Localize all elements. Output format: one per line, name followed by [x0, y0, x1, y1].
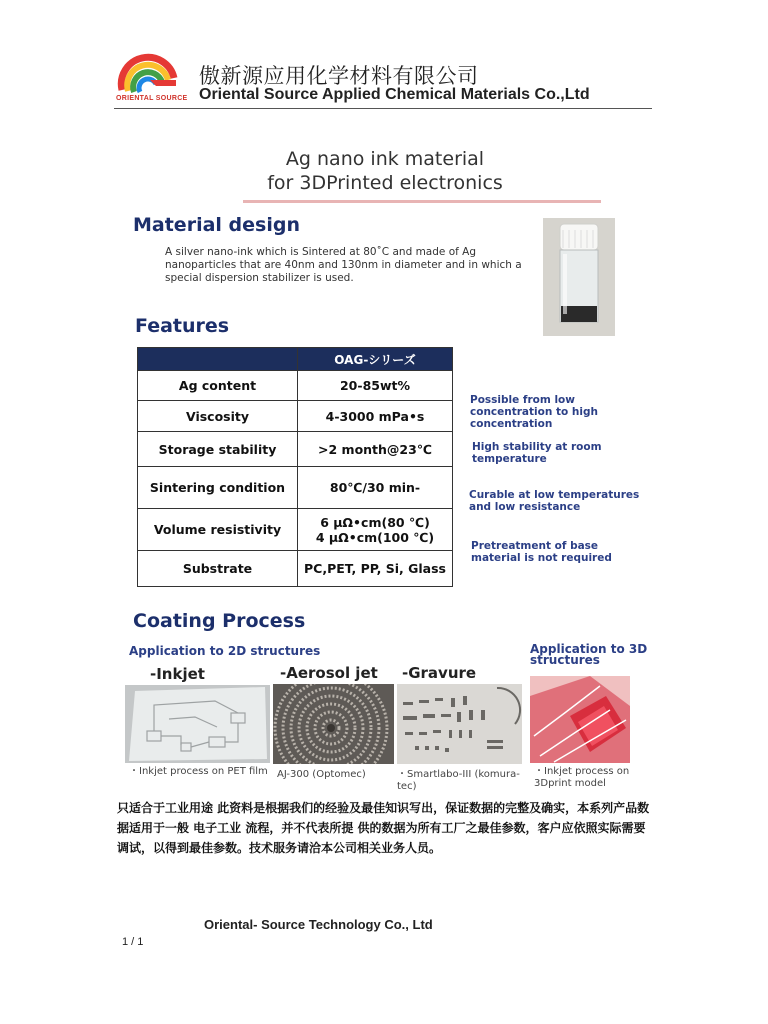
property-value-line-2: 4 μΩ•cm(100 ℃): [315, 529, 435, 545]
table-row: [138, 401, 453, 432]
material-design-text: A silver nano-ink which is Sintered at 80˚C and made of Ag nanoparticles that are 40nm and 130nm in diameter and in which a special dispersion stabilizer is used.: [165, 246, 522, 284]
property-name: Ag content: [138, 371, 298, 401]
aerosol-jet-photo: [273, 684, 394, 764]
coating-process-heading: Coating Process: [133, 610, 306, 632]
property-value: 4-3000 mPa•s: [298, 401, 453, 432]
application-2d-label: Application to 2D structures: [129, 644, 321, 658]
property-name: Volume resistivity: [138, 509, 298, 551]
feature-note: Possible from low concentration to high concentration: [470, 394, 598, 430]
table-row: [138, 509, 453, 551]
company-name-cn: 傲新源应用化学材料有限公司: [199, 64, 479, 88]
material-design-heading: Material design: [133, 214, 300, 236]
caption-aerosol: AJ-300 (Optomec): [277, 769, 366, 780]
table-row: [138, 432, 453, 467]
title-underline: [243, 200, 601, 203]
application-3d-label: Application to 3D structures: [530, 642, 648, 667]
property-name: Viscosity: [138, 401, 298, 432]
disclaimer-text: 只适合于工业用途 此资料是根据我们的经验及最佳知识写出，保证数据的完整及确实，本系列产品数据适用于一般 电子工业 流程，并不代表所提 供的数据为所有工厂之最佳参数，客户应依照实际需要调试，以得到最佳参数。技术服务请洽本公司相关业务人员。: [117, 801, 650, 855]
table-header-row: [138, 348, 453, 371]
caption-3d: ・Inkjet process on 3Dprint model: [534, 766, 630, 789]
property-value: PC,PET, PP, Si, Glass: [298, 551, 453, 587]
ink-vial-photo: [543, 218, 615, 336]
title-line-1: Ag nano ink material: [285, 148, 485, 170]
property-name: Substrate: [138, 551, 298, 587]
features-heading: Features: [135, 315, 230, 337]
caption-gravure: ・Smartlabo-III (komura-tec): [397, 769, 520, 792]
document-title: [220, 147, 550, 195]
table-row: [138, 371, 453, 401]
caption-inkjet: ・Inkjet process on PET film: [129, 766, 268, 777]
gravure-photo: [397, 684, 522, 764]
features-table: [137, 347, 453, 587]
process-label-aerosol: -Aerosol jet: [280, 664, 378, 682]
page-number: 1 / 1: [122, 936, 144, 948]
feature-note: Pretreatment of base material is not required: [471, 540, 612, 564]
table-row: [138, 551, 453, 587]
property-name: Storage stability: [138, 432, 298, 467]
logo-subtitle: ORIENTAL SOURCE: [116, 95, 188, 102]
property-value-line-1: 6 μΩ•cm(80 ℃): [320, 514, 430, 530]
table-header-empty: [138, 348, 298, 371]
inkjet-film-photo: [125, 685, 270, 763]
feature-note: Curable at low temperatures and low resistance: [469, 489, 640, 513]
table-header-series: OAG-シリーズ: [298, 348, 453, 371]
property-name: Sintering condition: [138, 467, 298, 509]
process-label-gravure: -Gravure: [402, 664, 477, 682]
3d-model-photo: [530, 676, 630, 763]
company-name-en: Oriental Source Applied Chemical Materials Co.,Ltd: [199, 86, 590, 103]
property-value: 80℃/30 min-: [298, 467, 453, 509]
property-value: >2 month@23℃: [298, 432, 453, 467]
header-divider: [114, 108, 652, 109]
property-value: [298, 509, 453, 551]
process-label-inkjet: -Inkjet: [150, 665, 205, 683]
feature-note: High stability at room temperature: [472, 441, 602, 465]
property-value: 20-85wt%: [298, 371, 453, 401]
footer-company: Oriental- Source Technology Co., Ltd: [204, 917, 433, 932]
title-line-2: for 3DPrinted electronics: [267, 172, 503, 194]
table-row: [138, 467, 453, 509]
